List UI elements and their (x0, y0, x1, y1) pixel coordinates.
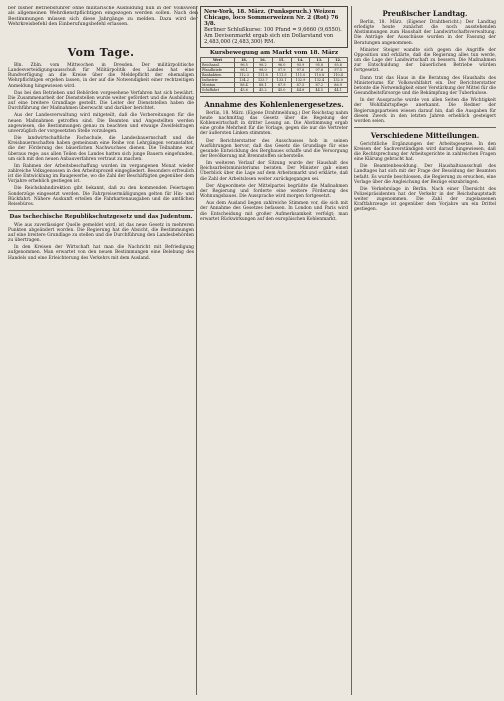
kurs-header-cell: 16. (253, 58, 272, 63)
kurs-cell: 98.1 (235, 68, 254, 73)
kurs-cell: 133.7 (253, 78, 272, 83)
kurs-cell: Pfandbriefe (201, 68, 235, 73)
kurs-title: Kursbewegung am Markt vom 18. März (209, 50, 339, 56)
kurs-cell: 95.9 (291, 63, 310, 68)
kurs-body (201, 63, 348, 93)
mid-headline: Annahme des Kohlenlenergesetzes. (204, 99, 344, 109)
kurs-header-cell: Wert (201, 58, 235, 63)
market-line: Berliner Schlußkurse: 100 Pfund = 9,6660 (9,6550). Am Devisenmarkt ergab sich ein Dollarstand von 2,483,000 (2,483,300) RM. (204, 27, 342, 45)
kurs-cell: 111.0 (291, 73, 310, 78)
right-section2-paragraph: Gerichtliche Ergänzungen der Arbeitsgesetze. In den Kreisen der Sachverständigen wird darauf hingewiesen, daß die Rechtsprechung der Arbeitsgerichte in zahlreichen Fragen eine Klärung gebracht hat. (354, 141, 496, 163)
mid-paragraph: Der Berichterstatter des Ausschusses hob in seinen Ausführungen hervor, daß das Gesetz die Grundlage für eine gesunde Entwicklung des Bergbaues schaffe und die Versorgung der Bevölkerung mit Brennstoffen sicherstelle. (200, 138, 348, 159)
kurs-cell: 111.5 (272, 73, 291, 78)
right-paragraph: In der Aussprache wurde von allen Seiten die Wichtigkeit der Wohlfahrtspflege anerkannt. Die Redner der Regierungsparteien wiesen darauf hin, daß die Ausgaben für diesen Zweck in den letzten Jahren erheblich gesteigert worden seien. (354, 98, 496, 124)
right-paragraph: Minister Steiger wandte sich gegen die Angriffe der Opposition und erklärte, daß die Regierung alles tun werde, um die Lage der Landwirtschaft zu bessern. Die Maßnahmen zur Entschuldung der bäuerlichen Betriebe würden fortgesetzt. (354, 47, 496, 74)
kurs-cell: 132.9 (291, 78, 310, 83)
kurs-cell: 96.2 (253, 63, 272, 68)
divider (200, 96, 348, 97)
kurs-cell: 111.8 (253, 73, 272, 78)
market-head: New-York, 18. März. (Funkspruch.) Weizen Chicago, loco Sommerweizen Nr. 2 (Rot) 76 3/8. (204, 9, 339, 27)
right-section2-paragraph: Die Beamtenbesoldung. Der Haushaltsausschuß des Landtages hat sich mit der Frage der Besoldung der Beamten befaßt. Es wurde beschlossen, die Regierung zu ersuchen, eine Vorlage über die Angleichung der Bezüge einzubringen. (354, 164, 496, 185)
kurs-table (200, 57, 348, 93)
column-rule (351, 6, 352, 695)
left-paragraph: Das bei den Betrieben und Behörden vorgesehene Verfahren hat sich bewährt. Die Zusammenarbeit der Dienststellen wurde weiter gefördert und die Ausbildung auf eine breitere Grundlage gestellt. Die Leiter der Dienststellen haben die Durchführung der Maßnahmen überwacht und darüber berichtet. (8, 90, 194, 112)
divider (8, 210, 194, 211)
kurs-cell: 97.9 (272, 68, 291, 73)
kurs-cell: Schiffahrt (201, 88, 235, 93)
kurs-cell: 134.2 (235, 78, 254, 83)
kurs-cell: 88.4 (235, 83, 254, 88)
mid-paragraph: Im weiteren Verlauf der Sitzung wurde der Haushalt des Reichsarbeitsministeriums beraten. Der Minister gab einen Überblick über die Lage auf dem Arbeitsmarkt und erklärte, daß die Zahl der Arbeitslosen weiter zurückgegangen sei. (200, 161, 348, 182)
column-rule (196, 6, 197, 695)
mid-paragraph: Der Abgeordnete der Mittelpartei begrüßte die Maßnahmen der Regierung und forderte eine weitere Förderung des Wohnungsbaues. Die Aussprache wird morgen fortgesetzt. (200, 183, 348, 200)
kurs-cell: 45.2 (253, 88, 272, 93)
left-section2-title: Das tschechische Republikschutzgesetz und das Judentum. (9, 213, 193, 220)
kurs-cell: 95.6 (329, 63, 348, 68)
left-paragraph: Aus der Landesverwaltung wird mitgeteilt, daß die Vorbereitungen für die neuen Maßnahmen getroffen sind. Die Beamten und Angestellten werden angewiesen, die Bestimmungen genau zu beachten und etwaige Zweifelsfragen unverzüglich der vorgesetzten Stelle vorzulegen. (8, 113, 194, 134)
kurs-cell: 110.8 (310, 73, 329, 78)
left-paragraph: Bln. Zbln. vom Mittwochen in Dresden. Der militärpolitische Landesverteidigungsausschuß für Militärpolitik des Landes hat eine Rundverfügung an die Kreise über die Meldepflicht der ehemaligen Wehrpflichtigen ergehen lassen, in der auf die Notwendigkeit einer rechtzeitigen Anmeldung hingewiesen wird. (8, 63, 194, 89)
market-box (200, 6, 348, 48)
kurs-cell: 112.3 (235, 73, 254, 78)
kurs-header-cell: 12. (329, 58, 348, 63)
kurs-cell: Industrie (201, 78, 235, 83)
left-column (8, 44, 194, 695)
kurs-cell: Reichsanl. (201, 63, 235, 68)
kurs-cell: 97.8 (291, 68, 310, 73)
kurs-cell: 95.8 (310, 63, 329, 68)
right-column (354, 6, 496, 695)
kurs-cell: 86.9 (329, 83, 348, 88)
left-paragraphs (8, 63, 194, 207)
middle-column (200, 6, 348, 695)
right-headline: Preußischer Landtag. (382, 9, 468, 18)
divider (354, 127, 496, 128)
kurs-cell: 87.2 (310, 83, 329, 88)
right-section2-title: Verschiedene Mitteilungen. (370, 130, 480, 140)
kurs-header-cell: 15. (272, 58, 291, 63)
right-paragraph: Dann trat das Haus in die Beratung des Haushalts des Ministeriums für Volkswohlfahrt ein. Der Berichterstatter betonte die Notwendigkeit einer Verstärkung der Mittel für die Gesundheitsfürsorge und die Bekämpfung der Tuberkulose. (354, 75, 496, 97)
kurs-cell: 132.4 (310, 78, 329, 83)
kurs-cell: 45.6 (235, 88, 254, 93)
right-paragraph: Berlin, 18. März. (Eigener Drahtbericht.) Der Landtag erledigte heute zunächst die noch ausstehenden Abstimmungen zum Haushalt der Landwirtschaftsverwaltung. Die Anträge der Ausschüsse wurden in der Fassung der Beratungen angenommen. (354, 20, 496, 46)
kurs-cell: 88.1 (253, 83, 272, 88)
left-paragraph: Die landwirtschaftliche Fachschule, die Landesbauernschaft und die Kreisbauernschaften haben gemeinsam eine Reihe von Lehrgängen veranstaltet, die der Förderung des bäuerlichen Nachwuchses dienen. Die Teilnahme war überaus rege; aus allen Teilen des Landes hatten sich junge Bauern eingefunden, um sich mit den neuen Anbauverfahren vertraut zu machen. (8, 136, 194, 162)
kurs-cell: 133.1 (272, 78, 291, 83)
kurs-cell: 44.5 (310, 88, 329, 93)
kurs-row (201, 88, 348, 93)
kurs-cell: 96.0 (272, 63, 291, 68)
kurs-cell: 96.5 (235, 63, 254, 68)
left-paragraph: Die Reichsbahndirektion gibt bekannt, daß zu den kommenden Feiertagen Sonderzüge eingesetzt werden. Die Fahrpreisermäßigungen gelten für Hin- und Rückfahrt. Nähere Auskunft erteilen die Fahrkartenausgaben und die amtlichen Reisebüros. (8, 186, 194, 207)
kurs-cell: 98.0 (253, 68, 272, 73)
mid-paragraph: Aus dem Ausland liegen zahlreiche Stimmen vor, die sich mit der Annahme des Gesetzes befassen. In London und Paris wird die Entscheidung mit großer Aufmerksamkeit verfolgt; man erwartet Rückwirkungen auf den europäischen Kohlenmarkt. (200, 201, 348, 222)
kurs-cell: Montan (201, 83, 235, 88)
mid-paragraph: Berlin, 18. März. (Eigene Drahtmeldung.) Der Reichstag nahm heute nachmittag das Gesetz über die Regelung der Kohlenwirtschaft in dritter Lesung an. Die Abstimmung ergab eine große Mehrheit für die Vorlage, gegen die nur die Vertreter der äußersten Linken stimmten. (200, 110, 348, 137)
kurs-cell: 132.0 (329, 78, 348, 83)
kurs-cell: 110.4 (329, 73, 348, 78)
right-section2-paragraph: Die Verkehrslage in Berlin. Nach einer Übersicht des Polizeipräsidenten hat der Verkehr in der Reichshauptstadt weiter zugenommen. Die Zahl der zugelassenen Kraftfahrzeuge ist gegenüber dem Vorjahre um ein Drittel gestiegen. (354, 186, 496, 213)
kurs-cell: 45.0 (272, 88, 291, 93)
kurs-header-cell: 13. (310, 58, 329, 63)
kurs-cell: 44.1 (329, 88, 348, 93)
left-headline: Vom Tage. (67, 46, 135, 59)
kurs-cell: 97.5 (329, 68, 348, 73)
kurs-cell: 97.6 (310, 68, 329, 73)
left-section2-paragraph: In den Kreisen der Wirtschaft hat man die Nachricht mit Befriedigung aufgenommen. Man erwartet von den neuen Bestimmungen eine Belebung des Handels und eine Erleichterung des Verkehrs mit dem Ausland. (8, 245, 194, 261)
kurs-cell: Bankaktien (201, 73, 235, 78)
intro-text: ber bisher Betriebsführer ohne militärische Ausbildung nun in der Volkswehr als allgemeinen Wehrdienstpflichtigen eingezogen werden sollen. Nach den Bestimmungen müssen sich diese Jahrgänge zu melden. Dazu wird der Wehrkreisbefehl den Einberufungsbefehl erlassen. (8, 6, 198, 28)
kurs-header-cell: 18. (235, 58, 254, 63)
left-paragraph: Im Rahmen der Arbeitsbeschaffung wurden im vergangenen Monat wieder zahlreiche Volksgenossen in den Arbeitsprozeß eingegliedert. Besonders erfreulich ist die Entwicklung im Baugewerbe, wo die Zahl der Beschäftigten gegenüber dem Vorjahre erheblich gestiegen ist. (8, 163, 194, 185)
kurs-header-cell: 14. (291, 58, 310, 63)
left-section2-paragraph: Wie aus zuverlässiger Quelle gemeldet wird, ist das neue Gesetz in mehreren Punkten abgeändert worden. Die Regierung hat die Absicht, die Bestimmungen auf eine breitere Grundlage zu stellen und die Durchführung den Landesbehörden zu übertragen. (8, 222, 194, 244)
kurs-cell: 87.5 (291, 83, 310, 88)
kurs-cell: 44.8 (291, 88, 310, 93)
kurs-cell: 87.9 (272, 83, 291, 88)
